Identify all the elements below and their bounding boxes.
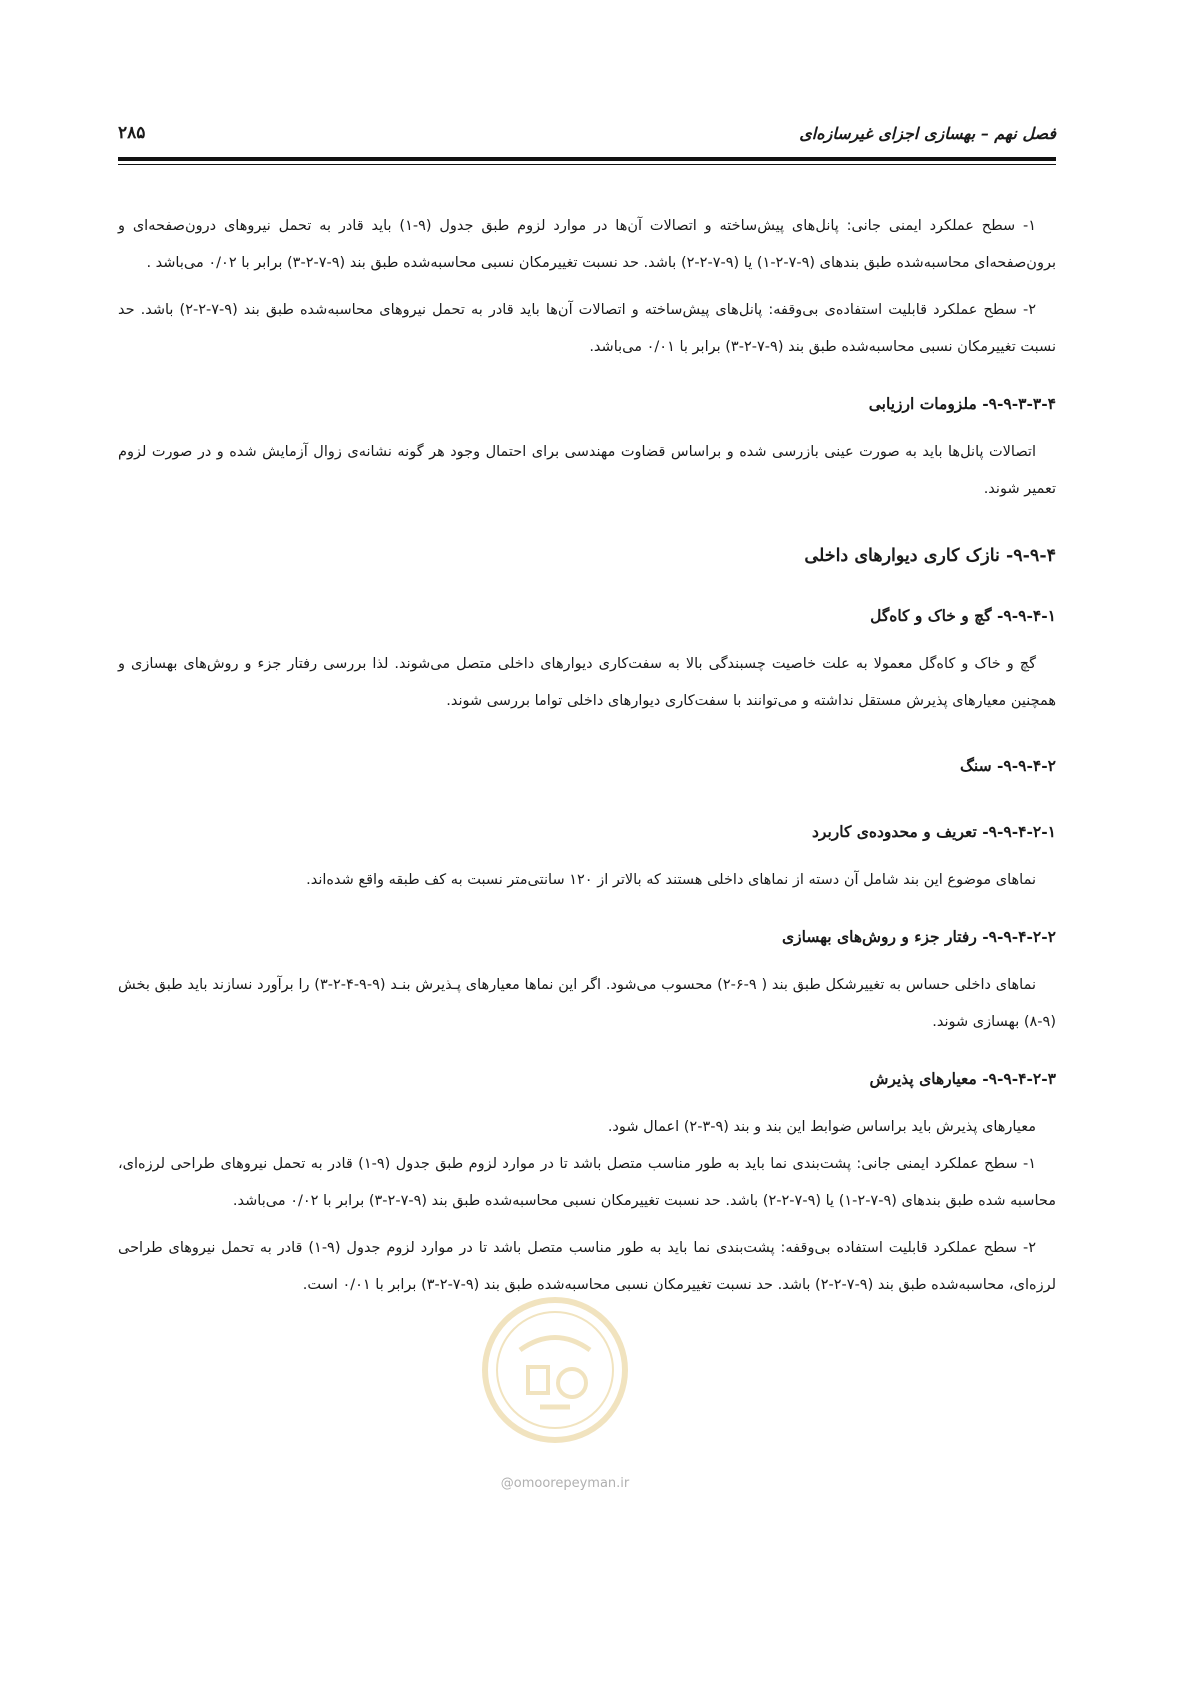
heading-behavior-rehabilitation: ۹-۹-۴-۲-۲- رفتار جزء و روش‌های بهسازی [781, 927, 1056, 946]
paragraph-acceptance-intro: معیارهای پذیرش باید براساس ضوابط این بند و بند (۹-۳-۲) اعمال شود. [607, 1119, 1036, 1135]
heading-plaster: ۹-۹-۴-۱- گچ و خاک و کاه‌گل [870, 606, 1056, 625]
header-rule-thick [118, 157, 1056, 161]
page-header [118, 118, 1056, 148]
heading-stone: ۹-۹-۴-۲- سنگ [960, 756, 1056, 775]
heading-interior-wall-finishes: ۹-۹-۴- نازک کاری دیوارهای داخلی [804, 546, 1056, 566]
paragraph-behavior-rehabilitation: نماهای داخلی حساس به تغییرشکل طبق بند ( ۹-۶-۲) محسوب می‌شود. اگر این نماها معیارهای پـذیرش بنـد (۹-۹-۴-۲-۳) را برآورد نسازند باید طبق بخش (۹-۸) بهسازی شوند. [118, 977, 1056, 1030]
paragraph-life-safety-veneer: ۱- سطح عملکرد ایمنی جانی: پشت‌بندی نما باید به طور مناسب متصل باشد تا در موارد لزوم طبق جدول (۹-۱) قادر به تحمل نیروهای طراحی لرزه‌ای، محاسبه شده طبق بندهای (۹-۷-۲-۱) یا (۹-۷-۲-۲) باشد. حد نسبت تغییرمکان نسبی محاسبه‌شده طبق بند (۹-۷-۲-۳) برابر با ۰/۰۲ می‌باشد. [118, 1156, 1056, 1209]
paragraph-immediate-occupancy-panels: ۲- سطح عملکرد قابلیت استفاده‌ی بی‌وقفه: پانل‌های پیش‌ساخته و اتصالات آن‌ها باید قادر به تحمل نیروهای محاسبه‌شده طبق بند (۹-۷-۲-۲) باشد. حد نسبت تغییرمکان نسبی محاسبه‌شده طبق بند (۹-۷-۲-۳) برابر با ۰/۰۱ می‌باشد. [118, 302, 1056, 355]
paragraph-plaster: گچ و خاک و کاه‌گل معمولا به علت خاصیت چسبندگی بالا به سفت‌کاری دیوارهای داخلی متصل می‌شوند. لذا بررسی رفتار جزء و روش‌های بهسازی و همچنین معیارهای پذیرش مستقل نداشته و می‌توانند با سفت‌کاری دیوارهای داخلی تواما بررسی شوند. [118, 656, 1056, 709]
heading-definition-scope: ۹-۹-۴-۲-۱- تعریف و محدوده‌ی کاربرد [811, 822, 1056, 841]
header-rule-thin [118, 164, 1056, 165]
chapter-title: فصل نهم – بهسازی اجزای غیرسازه‌ای [799, 123, 1056, 143]
document-body [118, 208, 1056, 1304]
document-page [118, 0, 1056, 1684]
paragraph-life-safety-panels: ۱- سطح عملکرد ایمنی جانی: پانل‌های پیش‌ساخته و اتصالات آن‌ها در موارد لزوم طبق جدول (۹-۱) باید قادر به تحمل نیروهای درون‌صفحه‌ای و برون‌صفحه‌ای محاسبه‌شده طبق بندهای (۹-۷-۲-۱) یا (۹-۷-۲-۲) باشد. حد نسبت تغییرمکان نسبی محاسبه‌شده طبق بند (۹-۷-۲-۳) برابر با ۰/۰۲ می‌باشد . [118, 218, 1056, 271]
paragraph-definition-scope: نماهای موضوع این بند شامل آن دسته از نماهای داخلی هستند که بالاتر از ۱۲۰ سانتی‌متر نسبت به کف طبقه واقع شده‌اند. [306, 872, 1036, 888]
page-number: ۲۸۵ [118, 123, 146, 143]
paragraph-panel-connections: اتصالات پانل‌ها باید به صورت عینی بازرسی شده و براساس قضاوت مهندسی برای احتمال وجود هر گونه نشانه‌ی زوال آزمایش شده و در صورت لزوم تعمیر شوند. [118, 444, 1056, 497]
paragraph-immediate-occupancy-veneer: ۲- سطح عملکرد قابلیت استفاده بی‌وقفه: پشت‌بندی نما باید به طور مناسب متصل باشد تا در موارد لزوم جدول (۹-۱) قادر به تحمل نیروهای طراحی لرزه‌ای، محاسبه‌شده طبق بند (۹-۷-۲-۲) باشد. حد نسبت تغییرمکان نسبی محاسبه‌شده طبق بند (۹-۷-۲-۳) برابر با ۰/۰۱ است. [118, 1240, 1056, 1293]
watermark-url: @omoorepeyman.ir [500, 1476, 630, 1491]
heading-evaluation-requirements: ۹-۹-۳-۳-۴- ملزومات ارزیابی [868, 394, 1056, 413]
heading-acceptance-criteria: ۹-۹-۴-۲-۳- معیارهای پذیرش [869, 1069, 1056, 1088]
